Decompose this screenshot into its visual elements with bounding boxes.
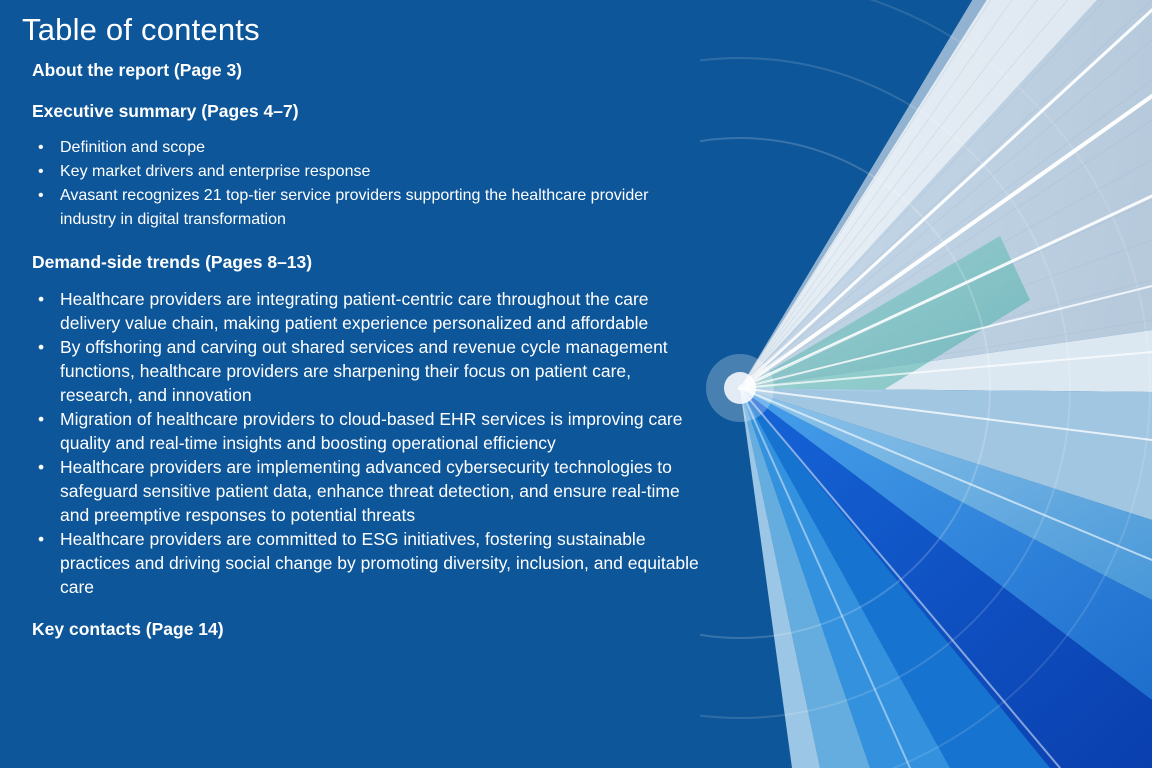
list-item bbox=[32, 160, 702, 184]
list-item bbox=[32, 527, 702, 599]
section-heading-key-contacts[interactable]: Key contacts (Page 14) bbox=[32, 619, 224, 639]
section-heading-about-the-report[interactable]: About the report (Page 3) bbox=[32, 60, 243, 80]
bullet-icon: • bbox=[38, 139, 44, 156]
list-item-text: Healthcare providers are implementing advanced cybersecurity technologies to safeguard sensitive patient data, enhance threat detection, and ensure real-time and preemptive responses to potential threats bbox=[60, 457, 680, 525]
bullet-icon: • bbox=[38, 409, 45, 429]
list-item bbox=[32, 136, 702, 160]
list-item-text: Definition and scope bbox=[60, 139, 205, 156]
table-of-contents bbox=[32, 60, 702, 640]
list-item bbox=[32, 287, 702, 335]
spacer bbox=[32, 232, 702, 252]
list-item-text: Migration of healthcare providers to cloud-based EHR services is improving care quality and real-time insights and boosting operational efficiency bbox=[60, 409, 683, 453]
spacer bbox=[32, 599, 702, 619]
spacer bbox=[32, 81, 702, 101]
list-item bbox=[32, 455, 702, 527]
list-item-text: Healthcare providers are committed to ESG initiatives, fostering sustainable practices and driving social change by promoting diversity, inclusion, and equitable care bbox=[60, 529, 699, 597]
bullet-icon: • bbox=[38, 457, 45, 477]
list-item-text: By offshoring and carving out shared services and revenue cycle management functions, healthcare providers are sharpening their focus on patient care, research, and innovation bbox=[60, 337, 668, 405]
list-item-text: Key market drivers and enterprise response bbox=[60, 163, 371, 180]
list-item bbox=[32, 184, 702, 232]
radial-burst-svg bbox=[700, 0, 1152, 768]
list-item-text: Avasant recognizes 21 top-tier service providers supporting the healthcare provider industry in digital transformation bbox=[60, 187, 649, 228]
bullet-icon: • bbox=[38, 163, 44, 180]
bullet-icon: • bbox=[38, 529, 45, 549]
bullet-list-demand-side-trends bbox=[32, 287, 702, 599]
bullet-icon: • bbox=[38, 289, 45, 309]
bullet-icon: • bbox=[38, 187, 44, 204]
list-item bbox=[32, 335, 702, 407]
section-heading-executive-summary[interactable]: Executive summary (Pages 4–7) bbox=[32, 101, 299, 121]
list-item bbox=[32, 407, 702, 455]
spacer bbox=[32, 122, 702, 136]
page-title: Table of contents bbox=[22, 12, 260, 47]
decorative-radial-graphic bbox=[700, 0, 1152, 768]
bullet-list-executive-summary bbox=[32, 136, 702, 232]
bullet-icon: • bbox=[38, 337, 45, 357]
spacer bbox=[32, 273, 702, 287]
section-heading-demand-side-trends[interactable]: Demand-side trends (Pages 8–13) bbox=[32, 252, 313, 272]
list-item-text: Healthcare providers are integrating patient-centric care throughout the care delivery value chain, making patient experience personalized and affordable bbox=[60, 289, 649, 333]
